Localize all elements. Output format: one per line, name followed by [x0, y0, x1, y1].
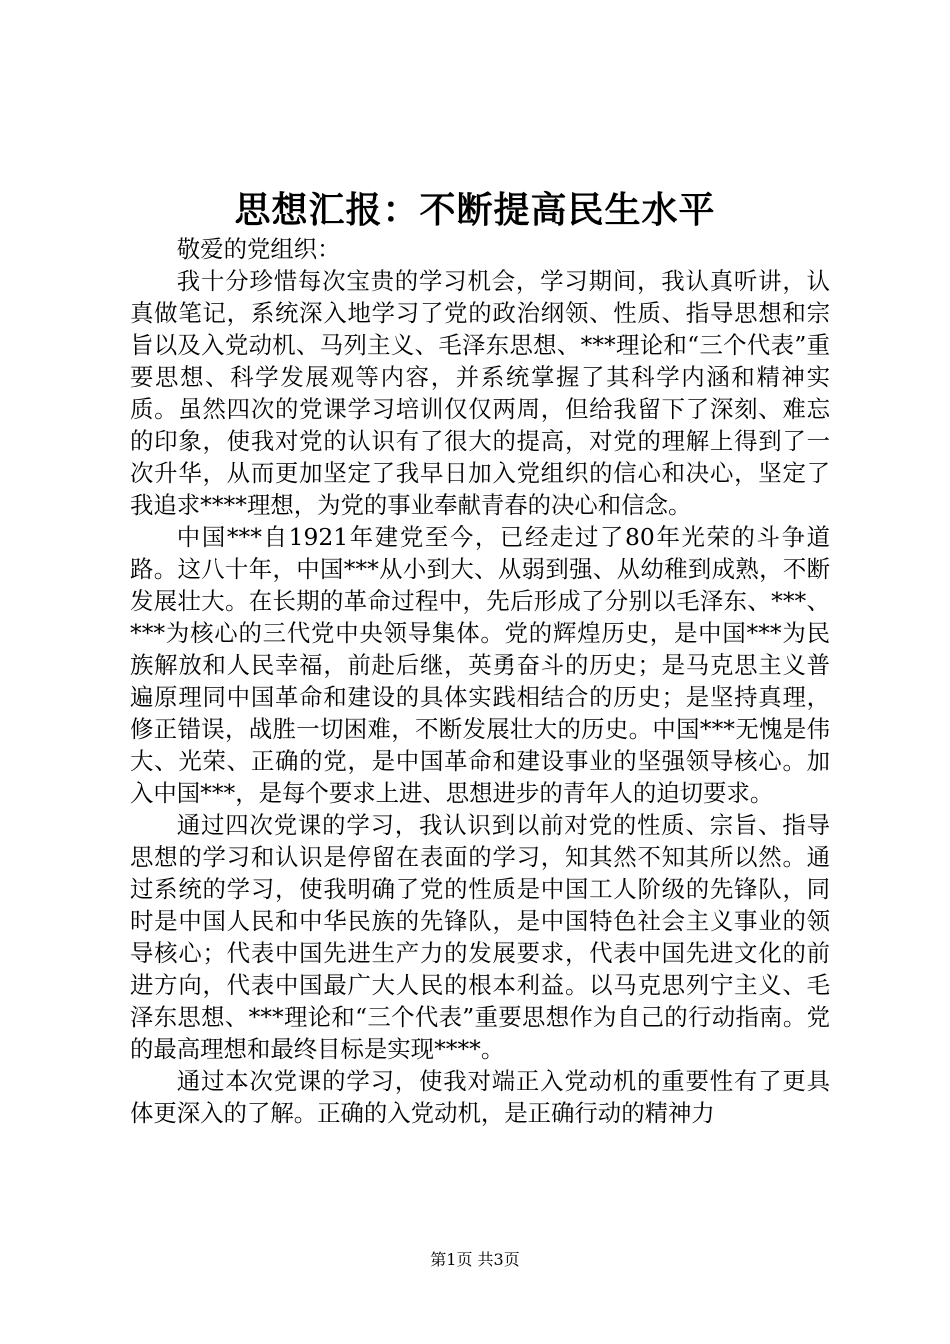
body-paragraph: 通过本次党课的学习，使我对端正入党动机的重要性有了更具体更深入的了解。正确的入党动机，是正确行动的精神力 [130, 1067, 830, 1127]
document-title: 思想汇报：不断提高民生水平 [234, 189, 716, 231]
body-paragraph: 中国***自1921年建党至今，已经走过了80年光荣的斗争道路。这八十年，中国***从小到大、从弱到强、从幼稚到成熟，不断发展壮大。在长期的革命过程中，先后形成了分别以毛泽东、***、***为核心的三代党中央领导集体。党的辉煌历史，是中国***为民族解放和人民幸福，前赴后继，英勇奋斗的历史；是马克思主义普遍原理同中国革命和建设的具体实践相结合的历史；是坚持真理，修正错误，战胜一切困难，不断发展壮大的历史。中国***无愧是伟大、光荣、正确的党，是中国革命和建设事业的坚强领导核心。加入中国***，是每个要求上进、思想进步的青年人的迫切要求。 [130, 523, 830, 807]
document-body [130, 233, 830, 1129]
salutation: 敬爱的党组织： [176, 235, 341, 263]
body-paragraph: 我十分珍惜每次宝贵的学习机会，学习期间，我认真听讲，认真做笔记，系统深入地学习了党的政治纲领、性质、指导思想和宗旨以及入党动机、马列主义、毛泽东思想、***理论和“三个代表”重要思想、科学发展观等内容，并系统掌握了其科学内涵和精神实质。虽然四次的党课学习培训仅仅两周，但给我留下了深刻、难忘的印象，使我对党的认识有了很大的提高，对党的理解上得到了一次升华，从而更加坚定了我早日加入党组织的信心和决心，坚定了我追求****理想，为党的事业奉献青春的决心和信念。 [130, 267, 830, 519]
page-footer: 第1页 共3页 [430, 1250, 520, 1269]
body-paragraph: 通过四次党课的学习，我认识到以前对党的性质、宗旨、指导思想的学习和认识是停留在表面的学习，知其然不知其所以然。通过系统的学习，使我明确了党的性质是中国工人阶级的先锋队，同时是中国人民和中华民族的先锋队，是中国特色社会主义事业的领导核心；代表中国先进生产力的发展要求，代表中国先进文化的前进方向，代表中国最广大人民的根本利益。以马克思列宁主义、毛泽东思想、***理论和“三个代表”重要思想作为自己的行动指南。党的最高理想和最终目标是实现****。 [130, 811, 830, 1063]
